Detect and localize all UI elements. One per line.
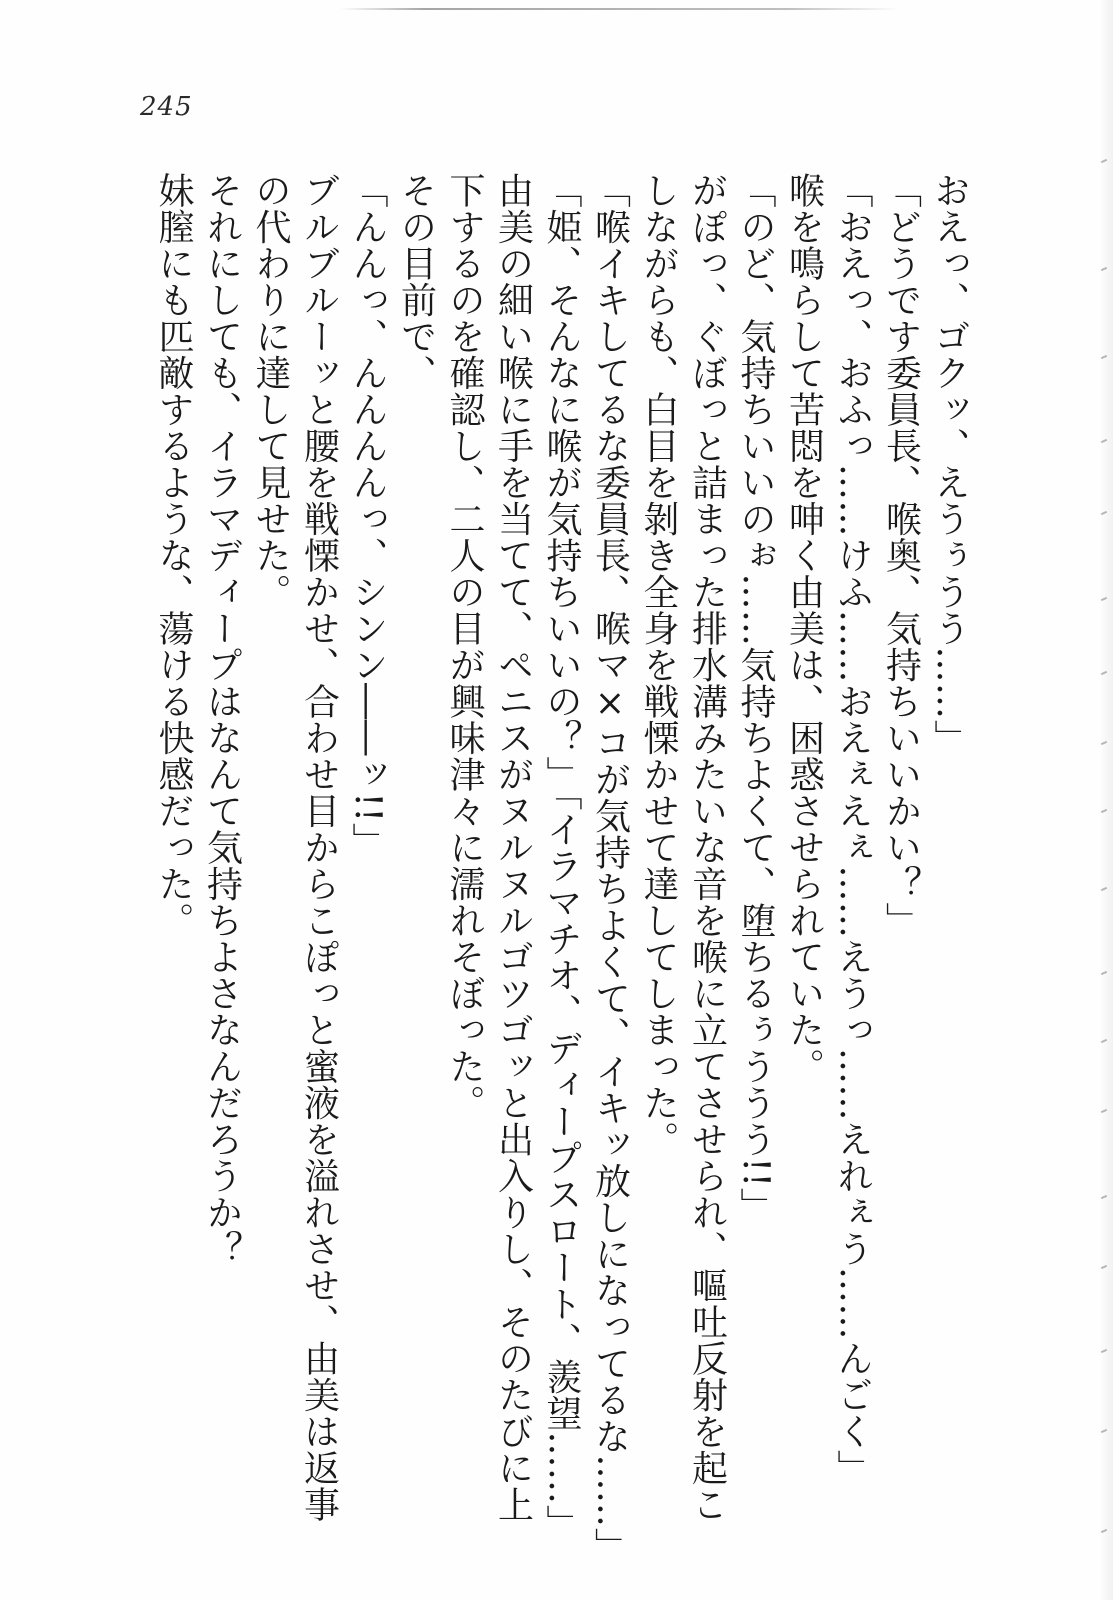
- text-line: おえっ、ゴクッ、えうぅうう……」: [929, 172, 970, 756]
- text-line: 下するのを確認し、二人の目が興味津々に濡れそぼった。: [444, 172, 485, 1121]
- text-line: 「んんっ、んんんんっ、シンン――ッ!!」: [347, 172, 388, 859]
- page-binding-edge: [1099, 0, 1113, 1600]
- text-line: それにしても、イラマディープはなんて気持ちよさなんだろうか？: [201, 172, 243, 1267]
- text-line: 「どうです委員長、喉奥、気持ちいいかい？」: [880, 172, 922, 939]
- vertical-text-body: [149, 172, 974, 1564]
- text-line: その目前で、: [395, 172, 437, 391]
- text-line: 「喉イキしてるな委員長、喉マ×コが気持ちよくて、イキッ放しになってるな……」: [589, 172, 631, 1564]
- page-number: 245: [140, 92, 193, 122]
- text-line: ブルブルーッと腰を戦慄かせ、合わせ目からこぽっと蜜液を溢れさせ、由美は返事: [298, 172, 340, 1523]
- text-line: 喉を鳴らして苦悶を呻く由美は、困惑させられていた。: [783, 172, 825, 1085]
- text-line: の代わりに達して見せた。: [250, 172, 291, 610]
- text-line: 妹膣にも匹敵するような、蕩ける快感だった。: [153, 172, 194, 939]
- text-line: 「姫、そんなに喉が気持ちいいの？」「イラマチオ、ディープスロート、羨望……」: [541, 172, 582, 1541]
- text-line: がぽっ、ぐぼっと詰まった排水溝みたいな音を喉に立てさせられ、嘔吐反射を起こ: [686, 172, 728, 1523]
- page-edge-shadow: [340, 8, 900, 10]
- text-line: 「おえっ、おふっ……けふ……おえぇえぇ……えうっ……えれぇう……んごく」: [832, 172, 873, 1486]
- text-line: 「のど、気持ちいいのぉ……気持ちよくて、堕ちるぅううう!!」: [735, 172, 776, 1224]
- text-line: しながらも、白目を剝き全身を戦慄かせて達してしまった。: [638, 172, 679, 1158]
- text-line: 由美の細い喉に手を当てて、ペニスがヌルヌルゴツゴッと出入りし、そのたびに上: [492, 172, 534, 1523]
